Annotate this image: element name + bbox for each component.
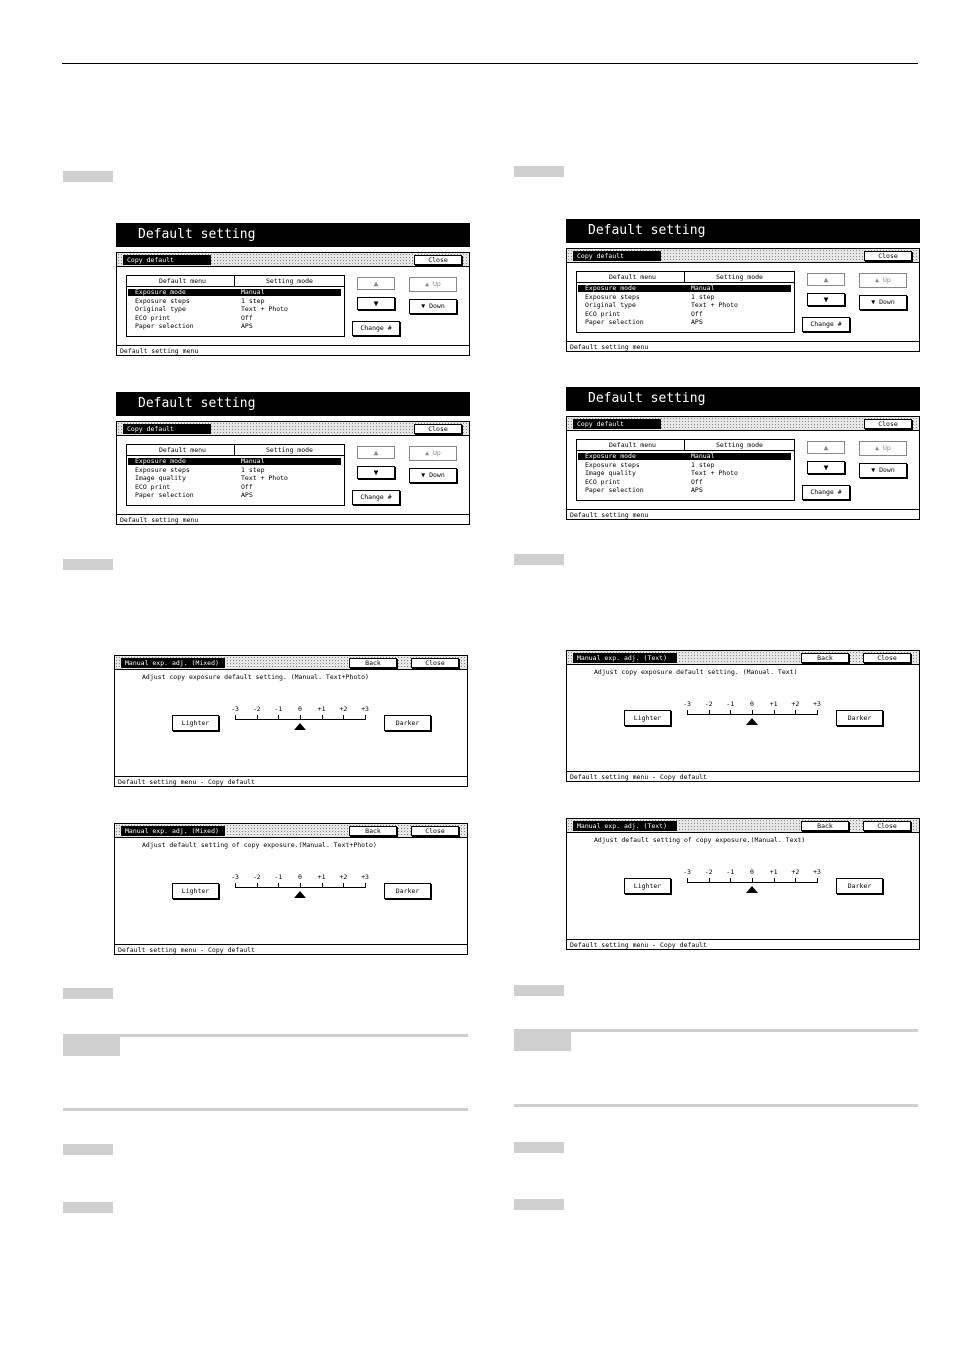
row-mode: APS <box>691 318 703 326</box>
step-marker <box>514 1142 564 1153</box>
row-mode: APS <box>241 322 253 330</box>
scale-tick-label: -3 <box>231 705 239 713</box>
scale-tick-label: -3 <box>683 868 691 876</box>
table-row[interactable] <box>578 302 791 309</box>
scale-tick <box>730 710 731 715</box>
scroll-down-button[interactable]: ▼ <box>357 466 395 479</box>
scale-tick <box>322 715 323 720</box>
table-row[interactable] <box>128 458 341 465</box>
scale-tick <box>278 715 279 720</box>
note-top-rule <box>63 1034 468 1037</box>
step-marker <box>514 166 564 177</box>
status-footer: Default setting menu - Copy default <box>115 944 467 954</box>
tab-manual-exposure[interactable]: Manual exp. adj. (Mixed) <box>121 658 225 668</box>
column-divider <box>234 445 235 455</box>
row-menu: Image quality <box>135 474 186 482</box>
scale-tick <box>752 878 753 883</box>
instruction-message: Adjust copy exposure default setting. (Manual. Text+Photo) <box>142 673 369 681</box>
scroll-down-button[interactable]: ▼ <box>807 293 845 306</box>
scale-tick-label: -2 <box>704 868 713 876</box>
tab-manual-exposure[interactable]: Manual exp. adj. (Text) <box>573 653 677 663</box>
step-marker <box>63 559 113 570</box>
scale-tick-label: -3 <box>683 700 691 708</box>
row-mode: 1 step <box>241 465 265 474</box>
scale-tick <box>365 715 366 720</box>
tab-manual-exposure[interactable]: Manual exp. adj. (Text) <box>573 821 677 831</box>
row-menu: Exposure steps <box>135 296 190 305</box>
row-menu: Exposure mode <box>585 284 636 292</box>
row-menu: ECO print <box>585 309 621 318</box>
panel-header <box>117 422 469 436</box>
row-menu: Paper selection <box>585 318 644 326</box>
scale-tick-label: +1 <box>769 868 778 876</box>
change-button[interactable]: Change # <box>352 490 400 505</box>
change-button[interactable]: Change # <box>802 317 850 332</box>
up-button[interactable]: ▲ Up <box>859 441 907 456</box>
column-header-default-menu: Default menu <box>159 277 206 285</box>
default-setting-screen <box>116 223 470 357</box>
status-footer: Default setting menu <box>117 345 469 355</box>
exposure-adjust-screen <box>566 818 920 950</box>
exposure-level-marker <box>294 891 306 898</box>
scale-tick-label: +2 <box>339 873 348 881</box>
scale-tick-label: 0 <box>298 705 302 713</box>
scroll-down-button[interactable]: ▼ <box>357 297 395 310</box>
panel-header <box>117 253 469 267</box>
row-mode: Text + Photo <box>241 474 288 482</box>
note-label-box <box>514 1031 571 1051</box>
scale-tick-label: -2 <box>704 700 713 708</box>
default-setting-screen <box>566 387 920 521</box>
scroll-up-button[interactable]: ▲ <box>807 273 845 286</box>
scale-tick <box>343 715 344 720</box>
table-row[interactable] <box>578 285 791 292</box>
screen-title: Default setting <box>116 392 470 416</box>
header-divider <box>577 282 794 283</box>
back-button[interactable]: Back <box>349 658 397 668</box>
scale-tick <box>795 878 796 883</box>
status-footer: Default setting menu - Copy default <box>115 776 467 786</box>
up-button[interactable]: ▲ Up <box>409 446 457 461</box>
close-button[interactable]: Close <box>864 251 912 261</box>
down-button[interactable]: ▼ Down <box>859 295 907 310</box>
instruction-message: Adjust default setting of copy exposure.(Manual. Text+Photo) <box>142 841 377 849</box>
row-mode: Off <box>691 477 703 486</box>
scale-tick <box>687 878 688 883</box>
tab-manual-exposure[interactable]: Manual exp. adj. (Mixed) <box>121 826 225 836</box>
header-divider <box>577 450 794 451</box>
close-button[interactable]: Close <box>411 826 459 836</box>
status-footer: Default setting menu <box>567 341 919 351</box>
column-divider <box>234 276 235 286</box>
scale-tick <box>795 710 796 715</box>
down-button[interactable]: ▼ Down <box>859 463 907 478</box>
panel-header <box>567 417 919 431</box>
header-divider <box>127 286 344 287</box>
step-marker <box>514 985 564 996</box>
row-mode: Text + Photo <box>691 469 738 477</box>
darker-button[interactable]: Darker <box>836 710 883 726</box>
scroll-up-button[interactable]: ▲ <box>357 277 395 290</box>
row-menu: Image quality <box>585 469 636 477</box>
scale-tick-label: +2 <box>791 868 800 876</box>
close-button[interactable]: Close <box>863 653 911 663</box>
scale-tick <box>235 715 236 720</box>
exposure-adjust-screen <box>114 655 468 787</box>
scale-tick-label: -1 <box>274 873 283 881</box>
close-button[interactable]: Close <box>414 424 462 434</box>
status-footer: Default setting menu <box>567 509 919 519</box>
scale-tick <box>322 883 323 888</box>
down-button[interactable]: ▼ Down <box>409 299 457 314</box>
table-row[interactable] <box>128 475 341 482</box>
row-menu: Exposure steps <box>135 465 190 474</box>
scale-tick <box>817 710 818 715</box>
table-row[interactable] <box>578 470 791 477</box>
scale-tick <box>278 883 279 888</box>
table-row[interactable] <box>128 315 341 322</box>
step-marker <box>514 1199 564 1210</box>
column-header-default-menu: Default menu <box>609 441 656 449</box>
status-footer: Default setting menu - Copy default <box>567 939 919 949</box>
scale-tick <box>343 883 344 888</box>
darker-button[interactable]: Darker <box>384 715 431 731</box>
scale-tick-label: +3 <box>813 868 821 876</box>
column-divider <box>684 272 685 282</box>
back-button[interactable]: Back <box>801 821 849 831</box>
step-marker <box>514 554 564 565</box>
row-menu: Original type <box>135 305 186 313</box>
row-menu: Original type <box>585 301 636 309</box>
row-mode: 1 step <box>241 296 265 305</box>
row-menu: Exposure mode <box>135 457 186 465</box>
default-setting-screen <box>116 392 470 526</box>
exposure-level-marker <box>746 718 758 725</box>
back-button[interactable]: Back <box>349 826 397 836</box>
scale-tick-label: +2 <box>791 700 800 708</box>
panel-header <box>567 249 919 263</box>
back-button[interactable]: Back <box>801 653 849 663</box>
row-mode: Off <box>241 482 253 491</box>
column-header-setting-mode: Setting mode <box>716 441 763 449</box>
row-mode: Manual <box>691 452 715 460</box>
up-button[interactable]: ▲ Up <box>859 273 907 288</box>
settings-panel <box>116 252 470 356</box>
scale-tick-label: +3 <box>361 705 369 713</box>
scale-tick-label: 0 <box>750 700 754 708</box>
table-row[interactable] <box>578 311 791 318</box>
table-row[interactable] <box>128 289 341 296</box>
darker-button[interactable]: Darker <box>836 878 883 894</box>
header-divider <box>127 455 344 456</box>
column-header-default-menu: Default menu <box>609 273 656 281</box>
instruction-message: Adjust default setting of copy exposure.(Manual. Text) <box>594 836 806 844</box>
settings-panel <box>566 248 920 352</box>
status-footer: Default setting menu <box>117 514 469 524</box>
exposure-level-marker <box>746 886 758 893</box>
scale-tick <box>687 710 688 715</box>
row-menu: ECO print <box>135 313 171 322</box>
table-row[interactable] <box>578 294 791 301</box>
close-button[interactable]: Close <box>864 419 912 429</box>
table-row[interactable] <box>578 487 791 494</box>
close-button[interactable]: Close <box>414 255 462 265</box>
panel-header <box>567 651 919 665</box>
step-marker <box>63 1144 113 1155</box>
table-row[interactable] <box>578 462 791 469</box>
panel-header <box>115 824 467 838</box>
note-bottom-rule <box>63 1108 468 1111</box>
scroll-down-button[interactable]: ▼ <box>807 461 845 474</box>
tab-copy-default[interactable]: Copy default <box>123 424 211 434</box>
row-mode: APS <box>691 486 703 494</box>
scale-tick-label: +3 <box>361 873 369 881</box>
row-mode: 1 step <box>691 460 715 469</box>
settings-panel <box>566 416 920 520</box>
darker-button[interactable]: Darker <box>384 883 431 899</box>
status-footer: Default setting menu - Copy default <box>567 771 919 781</box>
lighter-button[interactable]: Lighter <box>624 878 671 894</box>
tab-copy-default[interactable]: Copy default <box>573 251 661 261</box>
scale-tick-label: -2 <box>252 873 261 881</box>
scale-tick <box>235 883 236 888</box>
row-mode: Manual <box>241 288 265 296</box>
lighter-button[interactable]: Lighter <box>624 710 671 726</box>
scale-tick-label: 0 <box>750 868 754 876</box>
scale-tick <box>257 715 258 720</box>
scale-tick-label: -1 <box>726 868 735 876</box>
scale-tick-label: -2 <box>252 705 261 713</box>
change-button[interactable]: Change # <box>352 321 400 336</box>
scroll-up-button[interactable]: ▲ <box>357 446 395 459</box>
scale-tick <box>257 883 258 888</box>
row-menu: Exposure steps <box>585 460 640 469</box>
column-header-setting-mode: Setting mode <box>266 446 313 454</box>
table-row[interactable] <box>128 298 341 305</box>
scale-tick <box>365 883 366 888</box>
close-button[interactable]: Close <box>863 821 911 831</box>
row-mode: Off <box>241 313 253 322</box>
table-row[interactable] <box>128 323 341 330</box>
scale-tick <box>752 710 753 715</box>
lighter-button[interactable]: Lighter <box>172 715 219 731</box>
scale-tick <box>817 878 818 883</box>
scale-tick <box>300 715 301 720</box>
table-row[interactable] <box>128 306 341 313</box>
scale-tick-label: -3 <box>231 873 239 881</box>
scale-tick-label: +1 <box>317 705 326 713</box>
row-menu: ECO print <box>585 477 621 486</box>
row-menu: Exposure mode <box>585 452 636 460</box>
table-row[interactable] <box>578 319 791 326</box>
row-mode: Manual <box>241 457 265 465</box>
row-menu: Paper selection <box>135 322 194 330</box>
panel-header <box>567 819 919 833</box>
column-divider <box>684 440 685 450</box>
screen-title: Default setting <box>566 387 920 411</box>
scale-tick-label: +2 <box>339 705 348 713</box>
column-header-setting-mode: Setting mode <box>716 273 763 281</box>
note-label-box <box>63 1036 120 1056</box>
default-menu-table <box>576 439 795 501</box>
change-button[interactable]: Change # <box>802 485 850 500</box>
default-menu-table <box>126 275 345 337</box>
screen-title: Default setting <box>566 219 920 243</box>
scale-tick <box>774 710 775 715</box>
row-mode: APS <box>241 491 253 499</box>
close-button[interactable]: Close <box>411 658 459 668</box>
row-menu: Paper selection <box>585 486 644 494</box>
down-button[interactable]: ▼ Down <box>409 468 457 483</box>
row-menu: Exposure steps <box>585 292 640 301</box>
default-setting-screen <box>566 219 920 353</box>
note-bottom-rule <box>514 1104 918 1107</box>
row-mode: Text + Photo <box>241 305 288 313</box>
step-marker <box>63 1202 113 1213</box>
step-marker <box>63 988 113 999</box>
exposure-adjust-screen <box>566 650 920 782</box>
tab-copy-default[interactable]: Copy default <box>573 419 661 429</box>
scale-tick <box>774 878 775 883</box>
table-row[interactable] <box>578 479 791 486</box>
scale-tick <box>709 710 710 715</box>
scale-tick-label: +1 <box>769 700 778 708</box>
row-menu: Paper selection <box>135 491 194 499</box>
table-row[interactable] <box>128 484 341 491</box>
table-row[interactable] <box>128 492 341 499</box>
column-header-setting-mode: Setting mode <box>266 277 313 285</box>
scale-tick <box>730 878 731 883</box>
row-mode: Off <box>691 309 703 318</box>
row-mode: Manual <box>691 284 715 292</box>
scale-tick-label: 0 <box>298 873 302 881</box>
row-menu: Exposure mode <box>135 288 186 296</box>
column-header-default-menu: Default menu <box>159 446 206 454</box>
screen-title: Default setting <box>116 223 470 247</box>
row-mode: 1 step <box>691 292 715 301</box>
scroll-up-button[interactable]: ▲ <box>807 441 845 454</box>
instruction-message: Adjust copy exposure default setting. (Manual. Text) <box>594 668 798 676</box>
table-row[interactable] <box>128 467 341 474</box>
settings-panel <box>116 421 470 525</box>
top-rule <box>62 63 918 64</box>
lighter-button[interactable]: Lighter <box>172 883 219 899</box>
default-menu-table <box>126 444 345 506</box>
exposure-adjust-screen <box>114 823 468 955</box>
scale-tick <box>300 883 301 888</box>
scale-tick-label: -1 <box>726 700 735 708</box>
row-mode: Text + Photo <box>691 301 738 309</box>
up-button[interactable]: ▲ Up <box>409 277 457 292</box>
default-menu-table <box>576 271 795 333</box>
note-top-rule <box>514 1029 918 1032</box>
panel-header <box>115 656 467 670</box>
row-menu: ECO print <box>135 482 171 491</box>
scale-tick <box>709 878 710 883</box>
tab-copy-default[interactable]: Copy default <box>123 255 211 265</box>
table-row[interactable] <box>578 453 791 460</box>
scale-tick-label: +3 <box>813 700 821 708</box>
scale-tick-label: +1 <box>317 873 326 881</box>
step-marker <box>63 171 113 182</box>
scale-tick-label: -1 <box>274 705 283 713</box>
exposure-level-marker <box>294 723 306 730</box>
